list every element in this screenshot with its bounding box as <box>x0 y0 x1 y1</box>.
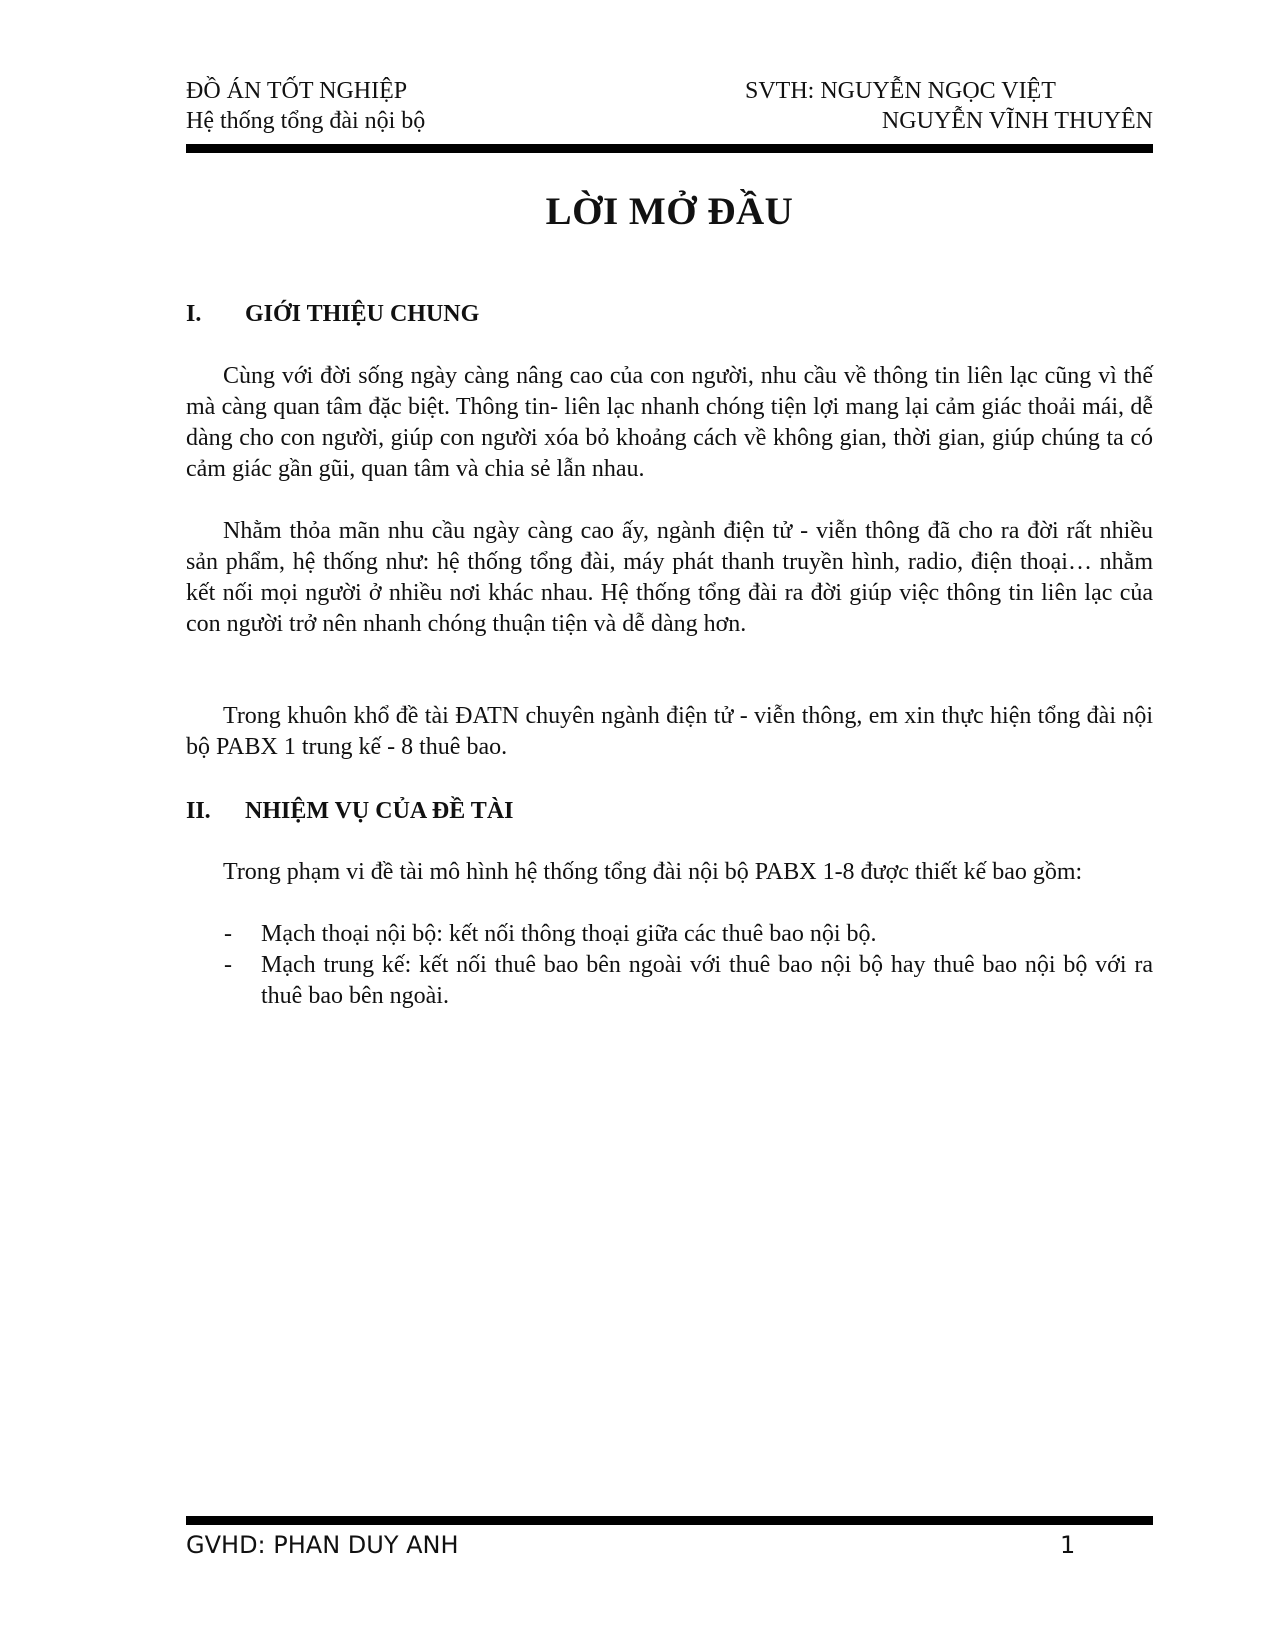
paragraph-tasks: Trong phạm vi đề tài mô hình hệ thống tổng đài nội bộ PABX 1-8 được thiết kế bao gồm: <box>223 859 1083 885</box>
paragraph-intro-2: Nhằm thỏa mãn nhu cầu ngày càng cao ấy, ngành điện tử - viễn thông đã cho ra đời rất nhiều sản phẩm, hệ thống như: hệ thống tổng đài, máy phát thanh truyền hình, radio, điện thoại… nhằm kết nối mọi người ở nhiều nơi khác nhau. Hệ thống tổng đài ra đời giúp việc thông tin liên lạc của con người trở nên nhanh chóng thuận tiện và dễ dàng hơn. <box>186 518 1153 637</box>
list-item <box>186 919 1153 950</box>
header-rule <box>186 144 1153 153</box>
page-number: 1 <box>1060 1531 1076 1559</box>
section-number-2: II. <box>186 798 211 824</box>
list-item-text: Mạch thoại nội bộ: kết nối thông thoại giữa các thuê bao nội bộ. <box>261 921 877 947</box>
section-title-1: GIỚI THIỆU CHUNG <box>245 301 480 327</box>
paragraph-intro-1: Cùng với đời sống ngày càng nâng cao của con người, nhu cầu về thông tin liên lạc cũng vì thế mà càng quan tâm đặc biệt. Thông tin- liên lạc nhanh chóng tiện lợi mang lại cảm giác thoải mái, dễ dàng cho con người, giúp con người xóa bỏ khoảng cách về không gian, thời gian, giúp chúng ta có cảm giác gần gũi, quan tâm và chia sẻ lẫn nhau. <box>186 363 1153 482</box>
section-heading-1 <box>186 299 1153 329</box>
header-project-type: ĐỒ ÁN TỐT NGHIỆP <box>186 78 408 104</box>
section-heading-2 <box>186 796 1153 826</box>
section-title-2: NHIỆM VỤ CỦA ĐỀ TÀI <box>245 798 514 824</box>
task-list <box>186 919 1153 1012</box>
footer-rule <box>186 1516 1153 1525</box>
section-number-1: I. <box>186 301 202 327</box>
header-project-title: Hệ thống tổng đài nội bộ <box>186 108 426 134</box>
footer-supervisor: GVHD: PHAN DUY ANH <box>186 1531 459 1559</box>
list-item <box>186 950 1153 1012</box>
header-student-2: NGUYỄN VĨNH THUYÊN <box>881 108 1153 134</box>
bullet-dash: - <box>224 921 232 947</box>
list-item-text: Mạch trung kế: kết nối thuê bao bên ngoài với thuê bao nội bộ hay thuê bao nội bộ với ra thuê bao bên ngoài. <box>261 952 1153 1009</box>
header-student-1: SVTH: NGUYỄN NGỌC VIỆT <box>745 78 1056 104</box>
bullet-dash: - <box>224 952 232 978</box>
paragraph-intro-3: Trong khuôn khổ đề tài ĐATN chuyên ngành điện tử - viễn thông, em xin thực hiện tổng đài nội bộ PABX 1 trung kế - 8 thuê bao. <box>186 703 1153 760</box>
page-title: LỜI MỞ ĐẦU <box>545 190 794 233</box>
